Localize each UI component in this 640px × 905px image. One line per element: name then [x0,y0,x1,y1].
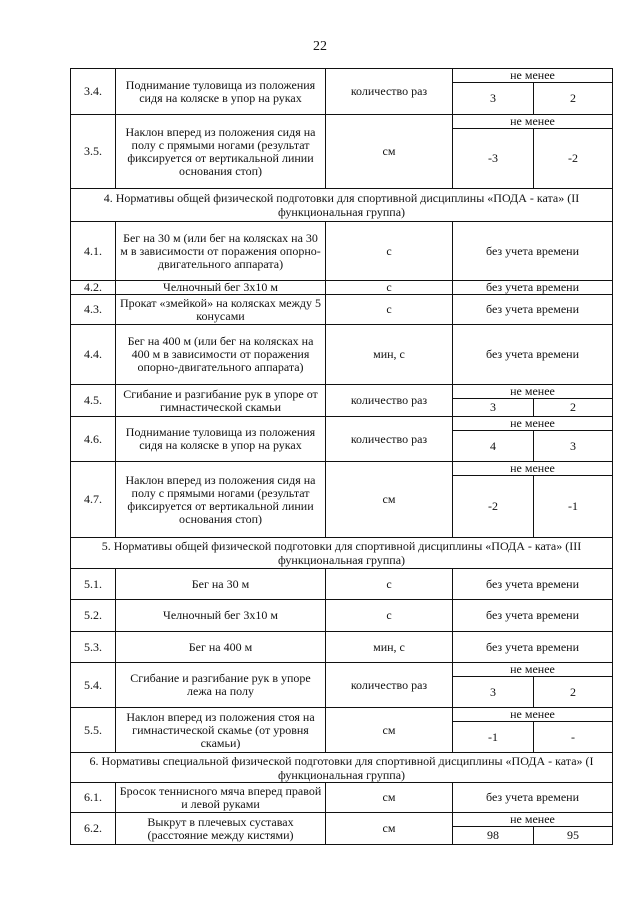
norm-header: не менее [453,115,613,129]
row-number: 4.3. [71,295,116,325]
standards-table [70,68,613,845]
row-number: 5.4. [71,663,116,708]
exercise-name: Наклон вперед из положения стоя на гимнастической скамье (от уровня скамьи) [116,708,326,753]
norm-header: не менее [453,813,613,827]
section-header-row [71,189,613,222]
unit-cell: см [326,783,453,813]
row-number: 6.1. [71,783,116,813]
table-row [71,708,613,722]
exercise-name: Бег на 400 м [116,632,326,663]
row-number: 3.4. [71,69,116,115]
norm-value-girls: - [534,722,613,753]
unit-cell: мин, с [326,632,453,663]
table-row [71,783,613,813]
norm-value-boys: 3 [453,83,534,115]
exercise-name: Прокат «змейкой» на колясках между 5 конусами [116,295,326,325]
exercise-name: Поднимание туловища из положения сидя на коляске в упор на руках [116,417,326,462]
row-number: 4.7. [71,462,116,538]
exercise-name: Бег на 30 м (или бег на колясках на 30 м в зависимости от поражения опорно-двигательного аппарата) [116,222,326,281]
row-number: 5.1. [71,569,116,600]
norm-value: без учета времени [453,569,613,600]
table-row [71,663,613,677]
table-row [71,295,613,325]
row-number: 5.5. [71,708,116,753]
row-number: 5.3. [71,632,116,663]
norm-value-boys: 3 [453,399,534,417]
norm-value-girls: 2 [534,677,613,708]
table-row [71,462,613,476]
norm-header: не менее [453,663,613,677]
exercise-name: Бросок теннисного мяча вперед правой и левой руками [116,783,326,813]
section-title: 4. Нормативы общей физической подготовки для спортивной дисциплины «ПОДА - ката» (II функциональная группа) [71,189,613,222]
section-title: 5. Нормативы общей физической подготовки для спортивной дисциплины «ПОДА - ката» (III функциональная группа) [71,538,613,569]
norm-value-boys: 4 [453,431,534,462]
table-row [71,115,613,129]
unit-cell: см [326,708,453,753]
row-number: 4.2. [71,281,116,295]
norm-value: без учета времени [453,281,613,295]
unit-cell: количество раз [326,69,453,115]
norm-value-girls: 2 [534,399,613,417]
unit-cell: см [326,813,453,845]
table-row [71,417,613,431]
row-number: 6.2. [71,813,116,845]
norm-value-girls: -2 [534,129,613,189]
unit-cell: с [326,295,453,325]
norm-value: без учета времени [453,600,613,632]
norm-value: без учета времени [453,783,613,813]
section-header-row [71,753,613,783]
norm-header: не менее [453,69,613,83]
table-row [71,569,613,600]
unit-cell: с [326,600,453,632]
norm-header: не менее [453,417,613,431]
table-row [71,325,613,385]
norm-header: не менее [453,385,613,399]
table-row [71,222,613,281]
norm-value-girls: -1 [534,476,613,538]
exercise-name: Бег на 30 м [116,569,326,600]
row-number: 4.1. [71,222,116,281]
page-number: 22 [313,39,327,54]
unit-cell: количество раз [326,385,453,417]
norm-value-girls: 3 [534,431,613,462]
unit-cell: см [326,115,453,189]
exercise-name: Наклон вперед из положения сидя на полу с прямыми ногами (результат фиксируется от вертикальной линии основания стоп) [116,462,326,538]
exercise-name: Челночный бег 3х10 м [116,281,326,295]
unit-cell: количество раз [326,663,453,708]
row-number: 4.4. [71,325,116,385]
exercise-name: Бег на 400 м (или бег на колясках на 400 м в зависимости от поражения опорно-двигательного аппарата) [116,325,326,385]
unit-cell: с [326,569,453,600]
row-number: 5.2. [71,600,116,632]
unit-cell: с [326,222,453,281]
exercise-name: Сгибание и разгибание рук в упоре лежа на полу [116,663,326,708]
unit-cell: см [326,462,453,538]
norm-value: без учета времени [453,295,613,325]
table-row [71,813,613,827]
unit-cell: количество раз [326,417,453,462]
norm-value-boys: -3 [453,129,534,189]
table-row [71,281,613,295]
row-number: 3.5. [71,115,116,189]
norm-value-boys: 3 [453,677,534,708]
norm-value-girls: 95 [534,827,613,845]
row-number: 4.5. [71,385,116,417]
norm-value: без учета времени [453,632,613,663]
norm-header: не менее [453,462,613,476]
exercise-name: Сгибание и разгибание рук в упоре от гимнастической скамьи [116,385,326,417]
norm-value: без учета времени [453,325,613,385]
norm-header: не менее [453,708,613,722]
unit-cell: мин, с [326,325,453,385]
row-number: 4.6. [71,417,116,462]
table-row [71,600,613,632]
norm-value: без учета времени [453,222,613,281]
exercise-name: Наклон вперед из положения сидя на полу с прямыми ногами (результат фиксируется от вертикальной линии основания стоп) [116,115,326,189]
norm-value-boys: -1 [453,722,534,753]
norm-value-boys: -2 [453,476,534,538]
section-header-row [71,538,613,569]
table-row [71,69,613,83]
norm-value-boys: 98 [453,827,534,845]
exercise-name: Поднимание туловища из положения сидя на коляске в упор на руках [116,69,326,115]
unit-cell: с [326,281,453,295]
table-row [71,632,613,663]
exercise-name: Челночный бег 3х10 м [116,600,326,632]
table-row [71,385,613,399]
section-title: 6. Нормативы специальной физической подготовки для спортивной дисциплины «ПОДА - ката» (I функциональная группа) [71,753,613,783]
norm-value-girls: 2 [534,83,613,115]
exercise-name: Выкрут в плечевых суставах (расстояние между кистями) [116,813,326,845]
